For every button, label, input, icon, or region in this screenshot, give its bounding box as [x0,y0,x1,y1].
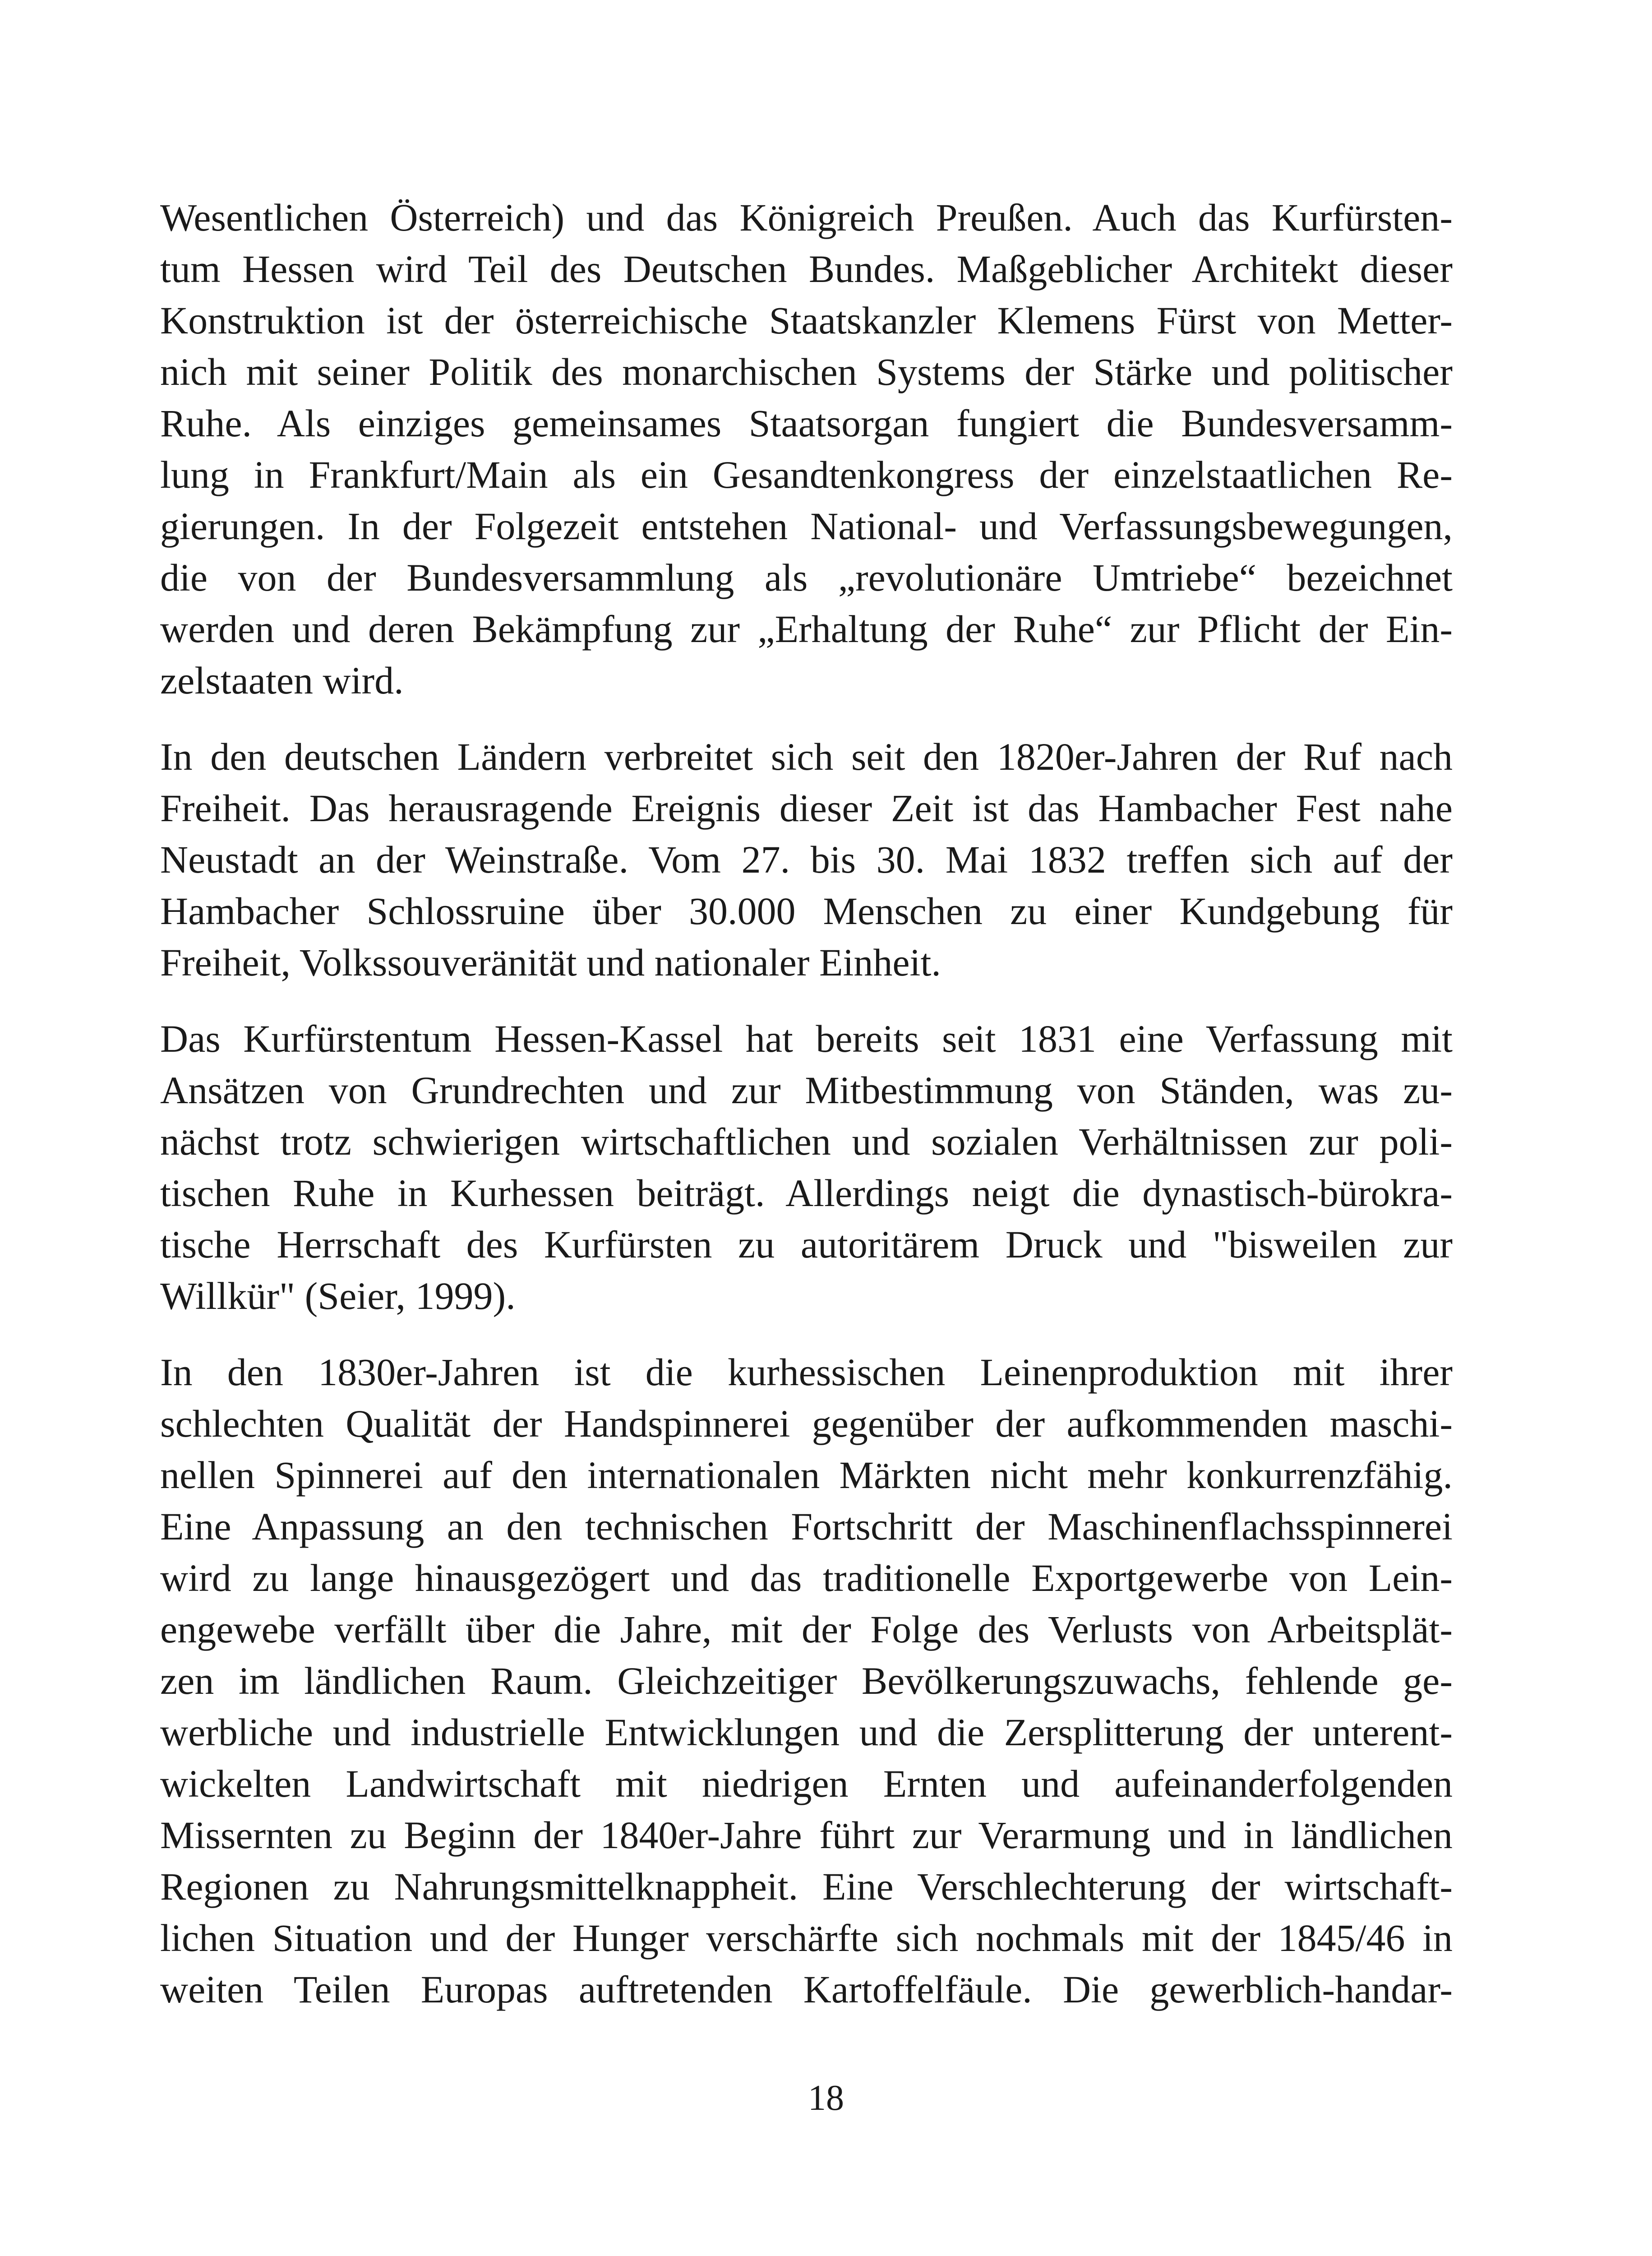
paragraph-2 [160,731,1453,988]
text-line: Hambacher Schlossruine über 30.000 Menschen zu einer Kundgebung für [160,889,1453,933]
text-line: nich mit seiner Politik des monarchischen Systems der Stärke und politischer [160,350,1453,393]
text-line: Neustadt an der Weinstraße. Vom 27. bis 30. Mai 1832 treffen sich auf der [160,838,1453,881]
text-line: Ansätzen von Grundrechten und zur Mitbestimmung von Ständen, was zu- [160,1068,1453,1112]
text-line: nächst trotz schwierigen wirtschaftlichen und sozialen Verhältnissen zur poli- [160,1120,1453,1163]
text-line: weiten Teilen Europas auftretenden Kartoffelfäule. Die gewerblich-handar- [160,1968,1453,2011]
text-line: tische Herrschaft des Kurfürsten zu autoritärem Druck und "bisweilen zur [160,1223,1453,1266]
body-text [160,192,1453,2040]
text-line: Das Kurfürstentum Hessen-Kassel hat bereits seit 1831 eine Verfassung mit [160,1017,1453,1060]
text-line: Willkür" (Seier, 1999). [160,1274,516,1318]
text-line: werbliche und industrielle Entwicklungen und die Zersplitterung der unterent- [160,1710,1453,1754]
text-line: tum Hessen wird Teil des Deutschen Bundes. Maßgeblicher Architekt dieser [160,247,1453,291]
text-line: nellen Spinnerei auf den internationalen Märkten nicht mehr konkurrenzfähig. [160,1453,1453,1497]
text-line: zen im ländlichen Raum. Gleichzeitiger Bevölkerungszuwachs, fehlende ge- [160,1659,1453,1702]
text-line: wickelten Landwirtschaft mit niedrigen Ernten und aufeinanderfolgenden [160,1762,1453,1805]
page-number: 18 [808,2078,844,2118]
text-line: schlechten Qualität der Handspinnerei gegenüber der aufkommenden maschi- [160,1402,1453,1445]
text-line: Eine Anpassung an den technischen Fortschritt der Maschinenflachsspinnerei [160,1505,1453,1548]
text-line: engewebe verfällt über die Jahre, mit der Folge des Verlusts von Arbeitsplät- [160,1608,1453,1651]
text-line: Wesentlichen Österreich) und das Königreich Preußen. Auch das Kurfürsten- [160,196,1453,239]
paragraph-1 [160,192,1453,706]
text-line: Konstruktion ist der österreichische Staatskanzler Klemens Fürst von Metter- [160,299,1453,342]
paragraph-4 [160,1346,1453,2015]
text-line: Freiheit, Volkssouveränität und nationaler Einheit. [160,941,941,984]
text-line: tischen Ruhe in Kurhessen beiträgt. Allerdings neigt die dynastisch-bürokra- [160,1171,1453,1215]
text-line: Ruhe. Als einziges gemeinsames Staatsorgan fungiert die Bundesversamm- [160,402,1453,445]
text-line: die von der Bundesversammlung als „revolutionäre Umtriebe“ bezeichnet [160,556,1453,599]
text-line: zelstaaten wird. [160,659,404,702]
paragraph-3 [160,1013,1453,1322]
text-line: In den deutschen Ländern verbreitet sich seit den 1820er-Jahren der Ruf nach [160,735,1453,778]
text-line: Missernten zu Beginn der 1840er-Jahre führt zur Verarmung und in ländlichen [160,1813,1453,1857]
text-line: gierungen. In der Folgezeit entstehen National- und Verfassungsbewegungen, [160,504,1453,548]
text-line: werden und deren Bekämpfung zur „Erhaltung der Ruhe“ zur Pflicht der Ein- [160,607,1453,651]
text-line: Freiheit. Das herausragende Ereignis dieser Zeit ist das Hambacher Fest nahe [160,786,1453,830]
text-line: lung in Frankfurt/Main als ein Gesandtenkongress der einzelstaatlichen Re- [160,453,1453,496]
text-line: Regionen zu Nahrungsmittelknappheit. Eine Verschlechterung der wirtschaft- [160,1865,1453,1908]
text-line: wird zu lange hinausgezögert und das traditionelle Exportgewerbe von Lein- [160,1556,1453,1600]
text-line: In den 1830er-Jahren ist die kurhessischen Leinenproduktion mit ihrer [160,1350,1453,1394]
text-line: lichen Situation und der Hunger verschärfte sich nochmals mit der 1845/46 in [160,1916,1453,1960]
